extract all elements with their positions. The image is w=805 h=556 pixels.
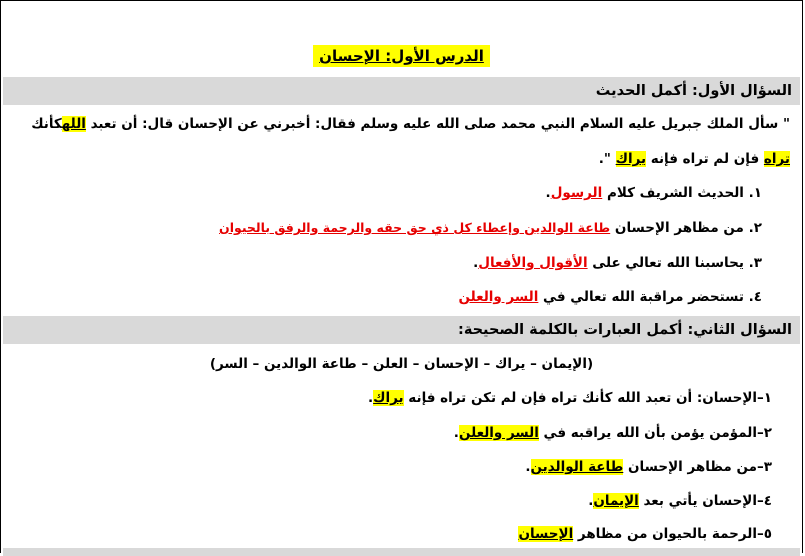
q2-item-3 xyxy=(9,455,772,479)
q2-item-4 xyxy=(9,489,772,513)
item-answer: طاعة الوالدين وإعطاء كل ذي حق حقه والرحمة والرفق بالحيوان xyxy=(219,220,611,235)
item-number: ٢– xyxy=(757,425,772,441)
q2-item-2 xyxy=(9,421,772,445)
q1-heading: السؤال الأول: أكمل الحديث xyxy=(3,77,800,105)
q2-item-5 xyxy=(9,522,772,546)
hadith-text-3: فإن لم تراه فإنه xyxy=(646,151,764,167)
lesson-title: الدرس الأول: الإحسان xyxy=(313,45,490,67)
q1-item-2 xyxy=(9,216,762,240)
hadith-text-2: كأنك xyxy=(31,116,62,132)
hadith-answer-tarah: تراه xyxy=(763,151,790,167)
q1-item-3 xyxy=(9,251,762,275)
hadith-answer-allah: الله xyxy=(61,116,86,132)
hadith-line-1 xyxy=(9,112,790,136)
item-number: ٢. xyxy=(748,220,762,236)
lesson-title-row xyxy=(1,45,802,67)
item-answer: الإحسان xyxy=(518,526,574,542)
item-end: . xyxy=(525,459,531,475)
item-text: الإحسان: أن تعبد الله كأنك تراه فإن لم تكن تراه فإنه xyxy=(403,390,757,406)
item-number: ٣. xyxy=(748,255,762,271)
hadith-answer-yarak: يراك xyxy=(615,151,647,167)
word-bank: (الإيمان – يراك – الإحسان – العلن – طاعة الوالدين – السر) xyxy=(209,356,594,372)
item-text: الإحسان يأتي بعد xyxy=(638,493,757,509)
item-text: الحديث الشريف كلام xyxy=(602,185,749,201)
item-text: يحاسبنا الله تعالي على xyxy=(587,255,749,271)
item-number: ٤. xyxy=(748,289,762,305)
item-number: ٥– xyxy=(757,526,772,542)
q1-item-1 xyxy=(9,181,762,205)
item-end: . xyxy=(473,255,479,271)
item-answer: طاعة الوالدين xyxy=(530,459,624,475)
item-end: . xyxy=(588,493,594,509)
item-answer: الأقوال والأفعال xyxy=(478,255,588,271)
item-answer: السر والعلن xyxy=(458,289,539,305)
item-end: . xyxy=(368,390,374,406)
item-number: ١– xyxy=(757,390,772,406)
item-text: من مظاهر الإحسان xyxy=(610,220,749,236)
item-number: ٤– xyxy=(757,493,772,509)
hadith-text-1: " سأل الملك جبريل عليه السلام النبي محمد صلى الله عليه وسلم فقال: أخبرني عن الإحسان قال: أن تعبد xyxy=(85,116,790,132)
item-answer: الرسول xyxy=(550,185,603,201)
item-number: ١. xyxy=(748,185,762,201)
q1-item-4 xyxy=(9,285,762,309)
item-answer: السر والعلن xyxy=(458,425,539,441)
item-text: المؤمن يؤمن بأن الله يراقبه في xyxy=(538,425,757,441)
item-text: الرحمة بالحيوان من مظاهر xyxy=(573,526,757,542)
item-text: تستحضر مراقبة الله تعالي في xyxy=(538,289,749,305)
item-text: من مظاهر الإحسان xyxy=(623,459,757,475)
item-end: . xyxy=(453,425,459,441)
item-end: . xyxy=(545,185,551,201)
q2-heading: السؤال الثاني: أكمل العبارات بالكلمة الصحيحة: xyxy=(3,316,800,344)
item-answer: يراك xyxy=(373,390,404,406)
hadith-line-2 xyxy=(9,147,790,171)
item-answer: الإيمان xyxy=(593,493,639,509)
q2-item-1 xyxy=(9,386,772,410)
hadith-text-4: ". xyxy=(598,151,616,167)
item-number: ٣– xyxy=(757,459,772,475)
